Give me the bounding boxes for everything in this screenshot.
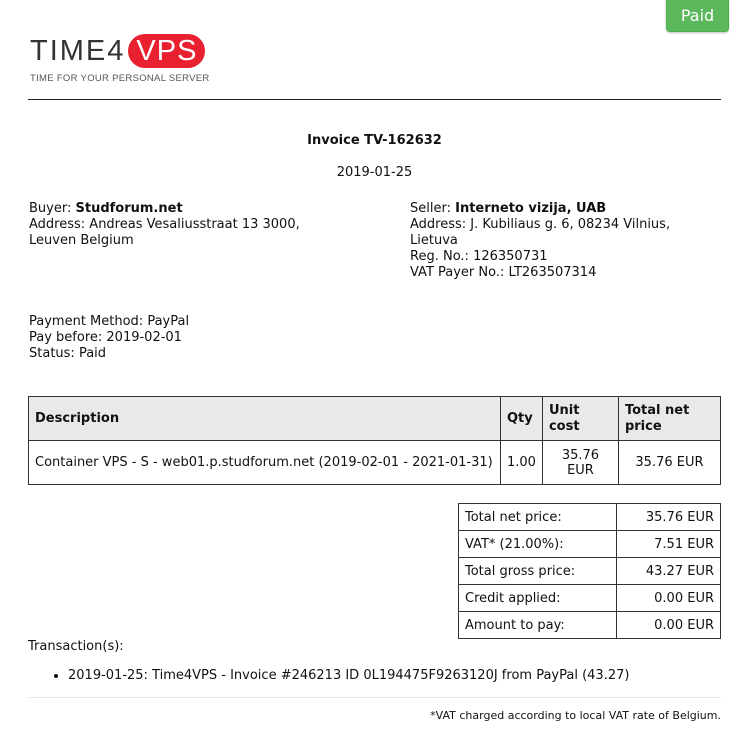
totals-value: 7.51 EUR (616, 531, 720, 558)
item-total-net: 35.76 EUR (618, 441, 720, 485)
item-qty: 1.00 (501, 441, 543, 485)
totals-label: Amount to pay: (459, 612, 617, 639)
transactions-label: Transaction(s): (28, 639, 124, 654)
invoice-title: Invoice TV-162632 (307, 133, 442, 148)
totals-value: 35.76 EUR (616, 504, 720, 531)
header-divider (28, 99, 721, 100)
seller-address-label: Address: (410, 217, 467, 232)
buyer-label: Buyer: (29, 201, 72, 216)
footer-divider (28, 697, 721, 698)
col-total-net-price: Total net price (618, 397, 720, 441)
seller-address-line2: Lietuva (410, 233, 458, 248)
buyer-address-line1: Andreas Vesaliusstraat 13 3000, (89, 217, 300, 232)
totals-label: Total gross price: (459, 558, 617, 585)
totals-value: 0.00 EUR (616, 585, 720, 612)
status-label: Status: (29, 346, 75, 361)
seller-vat-label: VAT Payer No.: (410, 265, 505, 280)
invoice-items-table (28, 396, 721, 485)
table-header-row (29, 397, 721, 441)
buyer-address-label: Address: (29, 217, 86, 232)
time4vps-logo (30, 33, 210, 84)
totals-row (459, 585, 721, 612)
seller-name: Interneto vizija, UAB (455, 201, 607, 216)
totals-row (459, 504, 721, 531)
pay-before-label: Pay before: (29, 330, 103, 345)
seller-vat-no: LT263507314 (508, 265, 597, 280)
totals-row (459, 558, 721, 585)
seller-reg-label: Reg. No.: (410, 249, 469, 264)
totals-label: Credit applied: (459, 585, 617, 612)
col-description: Description (29, 397, 501, 441)
seller-label: Seller: (410, 201, 451, 216)
seller-block (410, 201, 710, 281)
totals-value: 43.27 EUR (616, 558, 720, 585)
totals-row (459, 531, 721, 558)
totals-label: Total net price: (459, 504, 617, 531)
vat-footnote: *VAT charged according to local VAT rate of Belgium. (430, 709, 721, 722)
payment-method-label: Payment Method: (29, 314, 144, 329)
pay-before-date: 2019-02-01 (106, 330, 182, 345)
col-qty: Qty (501, 397, 543, 441)
seller-address-line1: J. Kubiliaus g. 6, 08234 Vilnius, (470, 217, 671, 232)
col-unit-cost: Unit cost (542, 397, 618, 441)
paid-status-button[interactable]: Paid (666, 0, 729, 32)
item-description: Container VPS - S - web01.p.studforum.net (2019-02-01 - 2021-01-31) (29, 441, 501, 485)
status-value: Paid (78, 346, 107, 361)
totals-row (459, 612, 721, 639)
totals-value: 0.00 EUR (616, 612, 720, 639)
logo-badge: VPS (128, 34, 205, 68)
payment-method: PayPal (147, 314, 190, 329)
transaction-item: • 2019-01-25: Time4VPS - Invoice #246213 ID 0L194475F9263120J from PayPal (43.27) (68, 668, 629, 684)
buyer-block (29, 201, 349, 249)
item-unit-cost: 35.76 EUR (542, 441, 618, 485)
totals-table (458, 503, 721, 639)
buyer-name: Studforum.net (75, 201, 183, 216)
logo-text: TIME4 (30, 34, 126, 67)
table-row (29, 441, 721, 485)
logo-tagline: TIME FOR YOUR PERSONAL SERVER (30, 73, 210, 84)
totals-label: VAT* (21.00%): (459, 531, 617, 558)
transactions-list (48, 668, 629, 684)
buyer-address-line2: Leuven Belgium (29, 233, 134, 248)
invoice-date: 2019-01-25 (336, 165, 413, 180)
seller-reg-no: 126350731 (473, 249, 548, 264)
payment-info (29, 314, 189, 362)
